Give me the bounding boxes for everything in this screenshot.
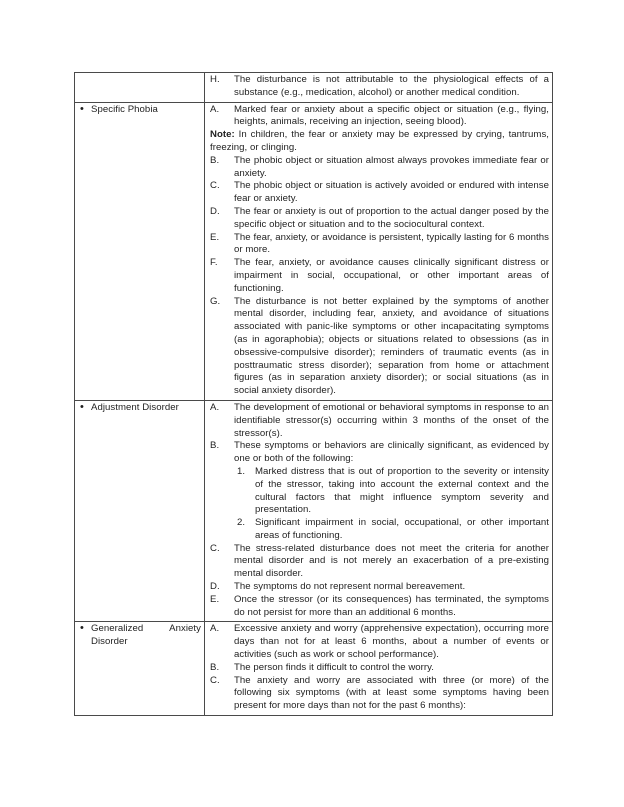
criterion-item: [210, 104, 549, 130]
criterion-text: The fear, anxiety, or avoidance causes clinically significant distress or impairment in social, occupational, or other important areas of functioning.: [234, 257, 549, 294]
criterion-text: Marked fear or anxiety about a specific object or situation (e.g., flying, heights, animals, receiving an injection, seeing blood).: [234, 103, 549, 128]
criterion-marker: A.: [210, 623, 220, 635]
disorder-name-wrap: [80, 104, 201, 117]
criterion-text: Marked distress that is out of proportion to the severity or intensity of the stressor, taking into account the external context and the cultural factors that might influence symptom severity and presentation.: [255, 465, 549, 516]
disorder-cell: [75, 73, 205, 103]
table-body: [75, 73, 553, 716]
criterion-marker: C.: [210, 180, 220, 192]
criterion-text: The person finds it difficult to control the worry.: [234, 661, 435, 673]
bullet-icon: •: [80, 622, 84, 635]
criterion-text: These symptoms or behaviors are clinically significant, as evidenced by one or both of the following:: [234, 440, 549, 465]
criterion-marker: 2.: [237, 517, 246, 529]
criterion-item: [210, 623, 549, 661]
criterion-text: The fear or anxiety is out of proportion to the actual danger posed by the specific object or situation and to the sociocultural context.: [234, 205, 549, 230]
criterion-text: The phobic object or situation almost always provokes immediate fear or anxiety.: [234, 154, 549, 179]
disorder-name: Specific Phobia: [91, 103, 158, 115]
criterion-marker: B.: [210, 440, 220, 452]
criterion-item: [237, 466, 549, 517]
disorder-name-wrap: [80, 623, 201, 649]
criterion-marker: B.: [210, 661, 220, 673]
criterion-item: [210, 232, 549, 258]
disorder-cell: [75, 102, 205, 400]
criterion-text: The phobic object or situation is actively avoided or endured with intense fear or anxiety.: [234, 180, 549, 205]
disorder-name: Adjustment Disorder: [91, 401, 179, 413]
criterion-item: [210, 440, 549, 466]
diagnostic-criteria-table: [74, 72, 553, 716]
criterion-text: Significant impairment in social, occupational, or other important areas of functioning.: [255, 517, 549, 541]
criteria-cell: [205, 73, 553, 103]
criterion-marker: A.: [210, 401, 220, 413]
criterion-text: The fear, anxiety, or avoidance is persistent, typically lasting for 6 months or more.: [234, 231, 549, 256]
criteria-cell: [205, 622, 553, 716]
criteria-cell: [205, 102, 553, 400]
criterion-item: [210, 180, 549, 206]
criteria-cell: [205, 400, 553, 622]
criterion-item: [210, 402, 549, 440]
criterion-text: Once the stressor (or its consequences) has terminated, the symptoms do not persist for more than an additional 6 months.: [234, 593, 549, 618]
table-row: [75, 400, 553, 622]
criterion-item: [210, 74, 549, 100]
criterion-text: The symptoms do not represent normal bereavement.: [234, 581, 466, 593]
criterion-marker: E.: [210, 231, 220, 243]
criterion-marker: 1.: [237, 465, 246, 477]
criterion-marker: C.: [210, 542, 220, 554]
criterion-item: [210, 296, 549, 398]
criterion-marker: H.: [210, 74, 220, 85]
criterion-marker: G.: [210, 295, 221, 307]
disorder-cell: [75, 622, 205, 716]
table-row: [75, 102, 553, 400]
criterion-item: [210, 594, 549, 620]
criterion-text: The disturbance is not better explained by the symptoms of another mental disorder, including fear, anxiety, and avoidance of situations associated with panic-like symptoms or other incapacitating symptoms (as in agoraphobia); objects or situations related to obsessions (as in obsessive-compulsive disorder); reminders of traumatic events (as in posttraumatic stress disorder); separation from home or attachment figures (as in separation anxiety disorder); or social situations (as in social anxiety disorder).: [234, 295, 549, 397]
criterion-item: [210, 543, 549, 581]
disorder-cell: [75, 400, 205, 622]
criterion-text: The stress-related disturbance does not meet the criteria for another mental disorder and is not merely an exacerbation of a pre-existing mental disorder.: [234, 542, 549, 580]
disorder-name-wrap: [80, 402, 201, 415]
criterion-item: [210, 581, 549, 594]
criterion-text: The anxiety and worry are associated with three (or more) of the following six symptoms (with at least some symptoms having been present for more days than not for the past 6 months):: [234, 674, 549, 712]
criterion-marker: F.: [210, 257, 218, 269]
disorder-name: Generalized Anxiety Disorder: [91, 623, 201, 648]
criterion-marker: A.: [210, 103, 220, 115]
criterion-marker: D.: [210, 205, 220, 217]
criterion-text: The disturbance is not attributable to the physiological effects of a substance (e.g., medication, alcohol) or another medical condition.: [234, 74, 549, 98]
criterion-text: Excessive anxiety and worry (apprehensive expectation), occurring more days than not for at least 6 months, about a number of events or activities (such as work or school performance).: [234, 623, 549, 661]
criterion-text: In children, the fear or anxiety may be expressed by crying, tantrums, freezing, or clinging.: [210, 129, 550, 153]
criterion-note: [210, 129, 549, 155]
bullet-icon: •: [80, 400, 84, 413]
criterion-item: [210, 662, 549, 675]
criterion-item: [210, 257, 549, 295]
criterion-marker: D.: [210, 581, 220, 593]
criterion-item: [210, 206, 549, 232]
criterion-item: [210, 155, 549, 181]
criterion-text: The development of emotional or behavioral symptoms in response to an identifiable stressor(s) occurring within 3 months of the onset of the stressor(s).: [234, 401, 549, 439]
table-row: [75, 622, 553, 716]
note-label: Note:: [210, 129, 235, 141]
bullet-icon: •: [80, 102, 84, 115]
criterion-marker: B.: [210, 154, 220, 166]
criterion-item: [237, 517, 549, 543]
criterion-marker: E.: [210, 593, 220, 605]
criterion-marker: C.: [210, 674, 220, 686]
criterion-item: [210, 675, 549, 713]
table-row: [75, 73, 553, 103]
